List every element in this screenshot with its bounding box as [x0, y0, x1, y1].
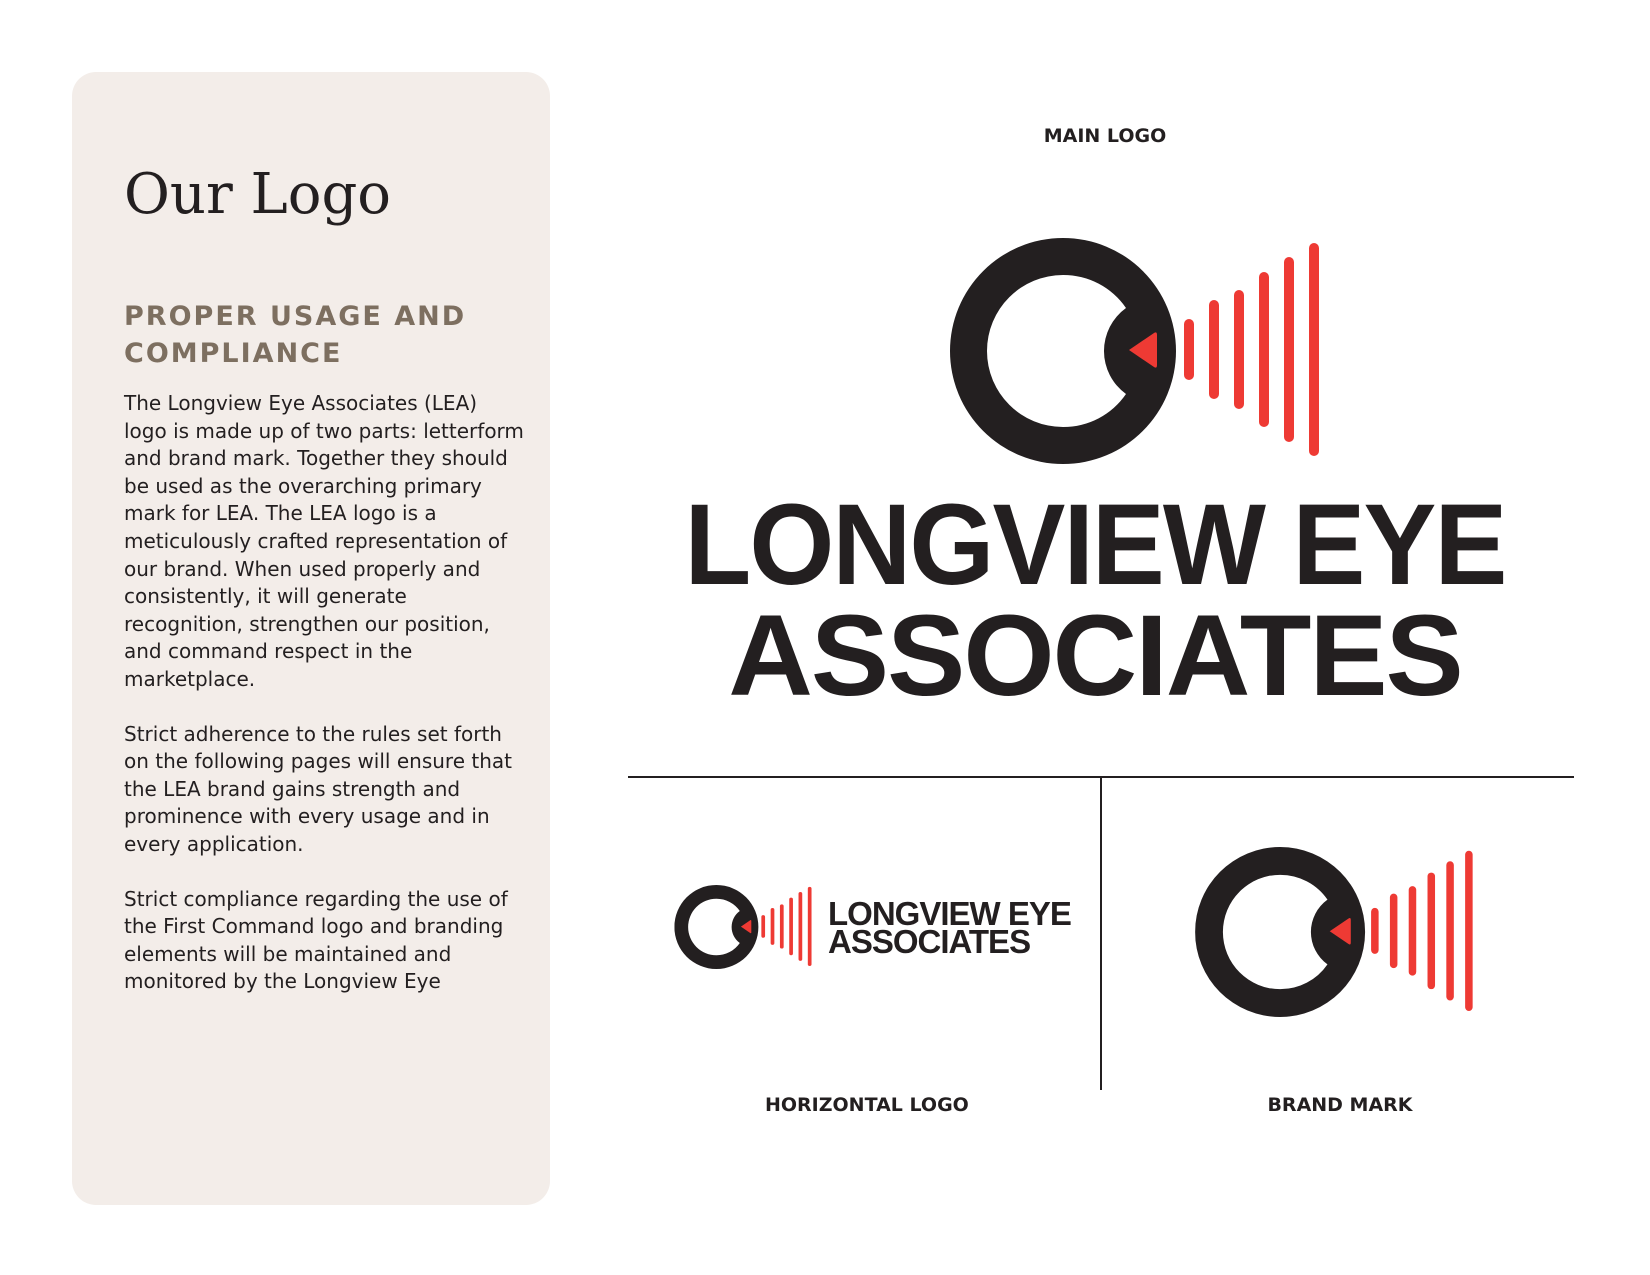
section-subtitle: PROPER USAGE AND COMPLIANCE — [124, 301, 467, 369]
brand-mark-label: BRAND MARK — [1267, 1094, 1413, 1116]
body-paragraph: The Longview Eye Associates (LEA) logo is made up of two parts: letterform and brand mark. Together they should be used as the overarching primary mark for LEA. The LEA logo is a meticulously crafted representation of our brand. When used properly and consistently, it will generate recognition, strengthen our position, and command respect in the marketplace. — [124, 391, 524, 691]
body-paragraph: Strict adherence to the rules set forth on the following pages will ensure that the LEA brand gains strength and prominence with every usage and in every application. — [124, 721, 512, 856]
side-panel — [72, 72, 550, 1205]
eye-signal-icon — [1195, 847, 1481, 1017]
horizontal-wordmark-line-1: LONGVIEW EYE — [828, 895, 1071, 932]
eye-signal-icon — [950, 238, 1330, 464]
horizontal-wordmark-line-2: ASSOCIATES — [828, 923, 1031, 960]
wordmark-line-2: ASSOCIATES — [728, 592, 1462, 720]
eye-signal-icon — [674, 885, 816, 969]
body-paragraph: Strict compliance regarding the use of the First Command logo and branding elements will be maintained and monitored by the Longview Eye — [124, 886, 508, 994]
vertical-divider — [1100, 777, 1102, 1090]
page-title: Our Logo — [124, 162, 392, 227]
wordmark-line-1: LONGVIEW EYE — [684, 481, 1506, 609]
body-text — [124, 390, 524, 1023]
main-logo-label: MAIN LOGO — [1043, 125, 1167, 147]
horizontal-logo-label: HORIZONTAL LOGO — [765, 1094, 969, 1116]
